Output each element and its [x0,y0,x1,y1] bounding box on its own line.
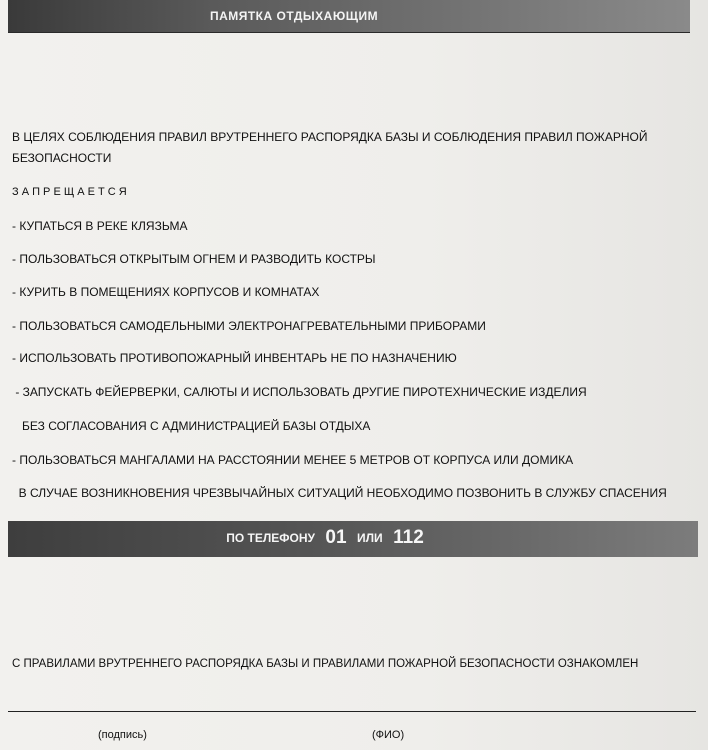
rule-item: - ПОЛЬЗОВАТЬСЯ САМОДЕЛЬНЫМИ ЭЛЕКТРОНАГРЕВАТЕЛЬНЫМИ ПРИБОРАМИ [12,319,486,333]
rule-item: - КУРИТЬ В ПОМЕЩЕНИЯХ КОРПУСОВ И КОМНАТАХ [12,285,320,299]
name-label: (ФИО) [372,729,405,741]
phone-line [8,527,698,549]
rule-item: - ЗАПУСКАТЬ ФЕЙЕРВЕРКИ, САЛЮТЫ И ИСПОЛЬЗОВАТЬ ДРУГИЕ ПИРОТЕХНИЧЕСКИЕ ИЗДЕЛИЯ [12,385,587,399]
rule-item: - ИСПОЛЬЗОВАТЬ ПРОТИВОПОЖАРНЫЙ ИНВЕНТАРЬ НЕ ПО НАЗНАЧЕНИЮ [12,351,457,365]
signature-line [8,711,696,712]
prohibited-heading: З А П Р Е Щ А Е Т С Я [12,186,127,198]
phone-band [8,521,698,557]
rule-item: - ПОЛЬЗОВАТЬСЯ ОТКРЫТЫМ ОГНЕМ И РАЗВОДИТЬ КОСТРЫ [12,252,376,266]
signature-label: (подпись) [98,729,147,741]
emergency-note: В СЛУЧАЕ ВОЗНИКНОВЕНИЯ ЧРЕЗВЫЧАЙНЫХ СИТУАЦИЙ НЕОБХОДИМО ПОЗВОНИТЬ В СЛУЖБУ СПАСЕНИЯ [12,486,667,500]
rule-item: БЕЗ СОГЛАСОВАНИЯ С АДМИНИСТРАЦИЕЙ БАЗЫ ОТДЫХА [12,419,371,433]
rule-item: - КУПАТЬСЯ В РЕКЕ КЛЯЗЬМА [12,219,188,233]
header-band [8,0,690,33]
intro-line-1: В ЦЕЛЯХ СОБЛЮДЕНИЯ ПРАВИЛ ВРУТРЕННЕГО РАСПОРЯДКА БАЗЫ И СОБЛЮДЕНИЯ ПРАВИЛ ПОЖАРНОЙ [12,130,648,144]
acknowledgement: С ПРАВИЛАМИ ВРУТРЕННЕГО РАСПОРЯДКА БАЗЫ И ПРАВИЛАМИ ПОЖАРНОЙ БЕЗОПАСНОСТИ ОЗНАКОМЛЕН [12,658,639,670]
phone-number-01: 01 [325,527,347,548]
phone-number-112: 112 [393,527,424,548]
rule-item: - ПОЛЬЗОВАТЬСЯ МАНГАЛАМИ НА РАССТОЯНИИ МЕНЕЕ 5 МЕТРОВ ОТ КОРПУСА ИЛИ ДОМИКА [12,453,574,467]
intro-line-2: БЕЗОПАСНОСТИ [12,151,112,165]
phone-label: ПО ТЕЛЕФОНУ [226,531,315,545]
phone-or: ИЛИ [357,531,383,545]
document-title: ПАМЯТКА ОТДЫХАЮЩИМ [209,9,379,23]
